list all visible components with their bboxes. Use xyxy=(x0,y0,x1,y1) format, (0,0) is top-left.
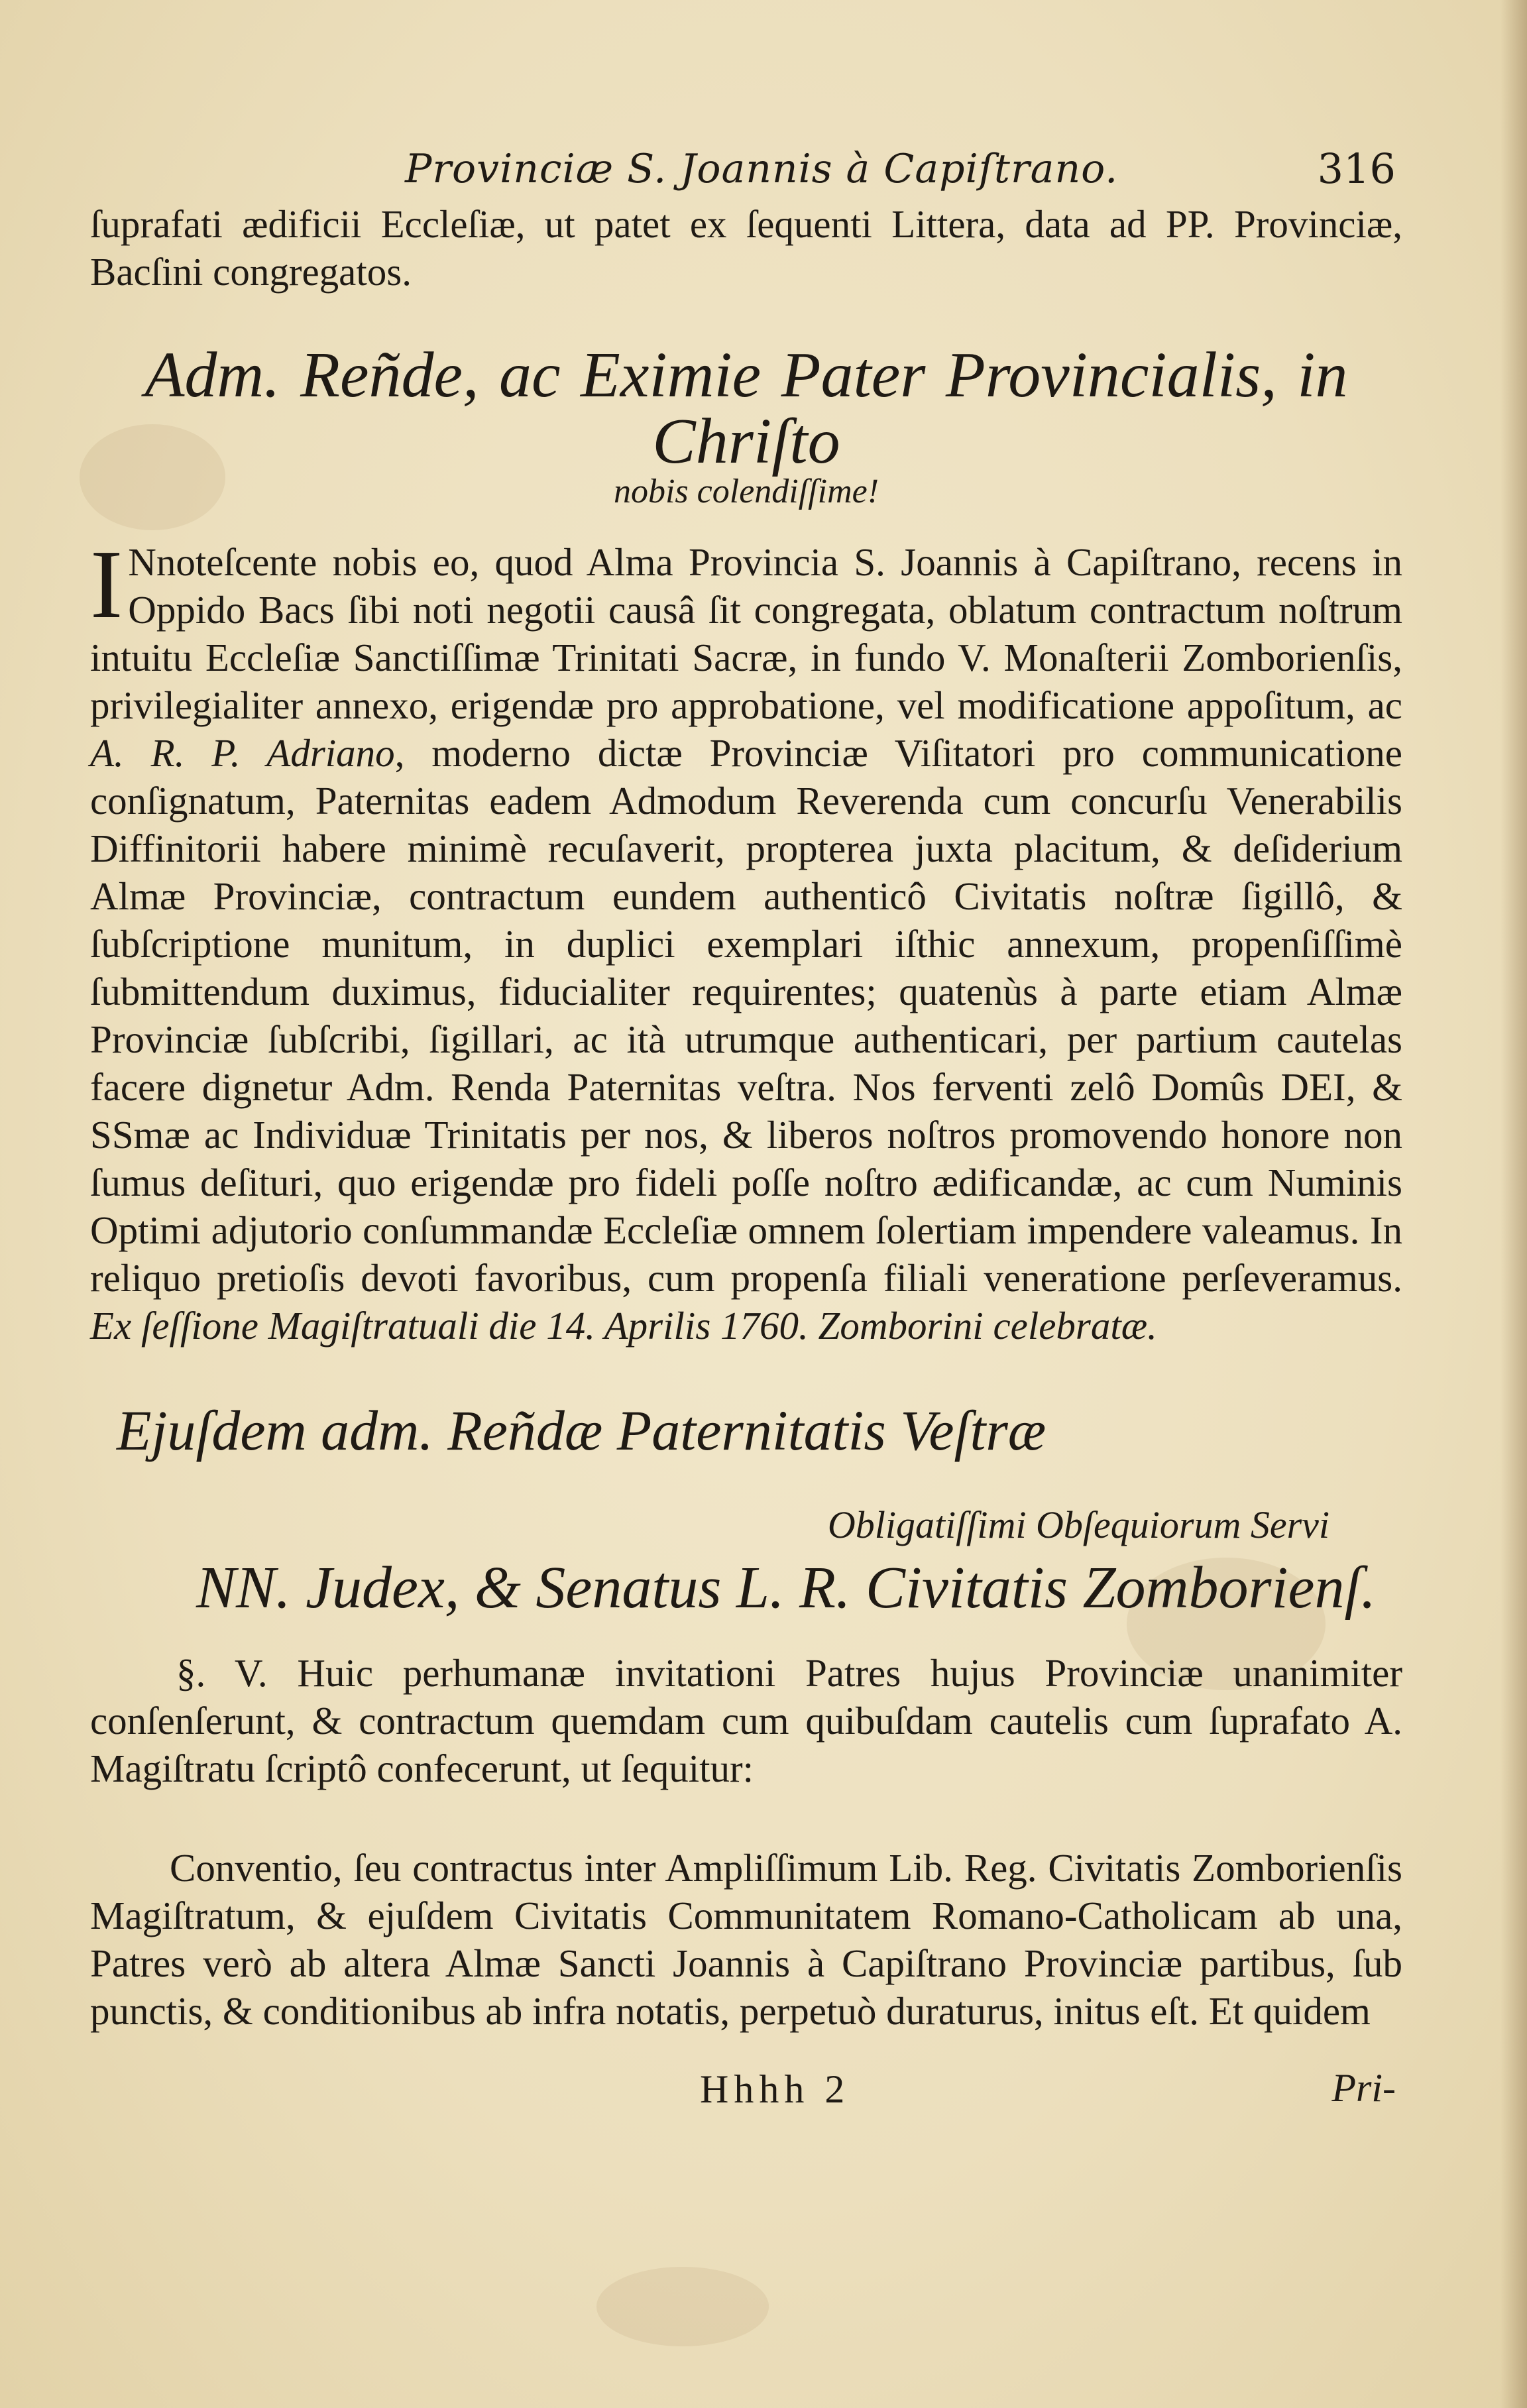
letter-salutation-sub: nobis colendiſſime! xyxy=(613,473,879,510)
letter-body-part2: , moderno dictæ Provinciæ Viſitatori pro communicatione conſignatum, Paternitas eadem Admodum Reverenda cum concurſu Venerabilis Diffinitorii habere minimè recuſaverit, propterea juxta placitum, & deſiderium Almæ Provinciæ, contractum eundem authenticô Civitatis noſtræ ſigillô, & ſubſcriptione munitum, in duplici exemplari iſthic annexum, propenſiſſimè ſubmittendum duximus, fiducialiter requirentes; quatenùs à parte etiam Almæ Provinciæ ſubſcribi, ſigillari, ac ità utrumque authenticari, per partium cautelas facere dignetur Adm. Renda Paternitas veſtra. Nos ferventi zelô Domûs DEI, & SSmæ ac Individuæ Trinitatis per nos, & liberos noſtros promovendo honore non ſumus deſituri, quo erigendæ pro fideli poſſe noſtro ædificandæ, ac cum Numinis Optimi adjutorio conſummandæ Eccleſiæ omnem ſolertiam impendere valeamus. In reliquo pretioſis devoti favoribus, cum propenſa filiali veneratione perſeveramus. xyxy=(90,731,1402,1300)
section-v-paragraph: §. V. Huic perhumanæ invitationi Patres hujus Provinciæ unanimiter conſenſerunt, & contractum quemdam cum quibuſdam cautelis cum ſuprafato A. Magiſtratu ſcriptô confecerunt, ut ſequitur: xyxy=(90,1651,1402,1790)
signature-line-1: Obligatiſſimi Obſequiorum Servi xyxy=(827,1503,1329,1546)
page-number: 316 xyxy=(1317,144,1396,193)
paper-stain xyxy=(596,2267,769,2346)
letter-salutation: Adm. Reñde, ac Eximie Pater Provincialis, in Chriſto xyxy=(144,339,1348,477)
convention-paragraph: Conventio, ſeu contractus inter Ampliſſimum Lib. Reg. Civitatis Zomborienſis Magiſtratum, & ejuſdem Civitatis Communitatem Romano-Catholicam ab una, Patres verò ab altera Almæ Sancti Joannis à Capiſtrano Provinciæ partibus, ſub punctis, & conditionibus ab infra notatis, perpetuò duraturus, initus eſt. Et quidem xyxy=(90,1846,1402,2033)
page-content xyxy=(90,133,1402,2128)
signature-mark: Hhhh 2 xyxy=(700,2067,850,2111)
letter-closing: Ejuſdem adm. Reñdæ Paternitatis Veſtræ xyxy=(117,1399,1046,1462)
page-footer xyxy=(90,2055,1402,2128)
drop-cap: I xyxy=(90,530,123,639)
running-head xyxy=(90,133,1402,205)
letter-name-adriano: A. R. P. Adriano xyxy=(90,731,395,775)
signature-line-2: NN. Judex, & Senatus L. R. Civitatis Zomborienſ. xyxy=(196,1555,1376,1621)
letter-dateline: Ex ſeſſione Magiſtratuali die 14. Aprilis 1760. Zomborini celebratæ. xyxy=(90,1304,1157,1347)
running-title: Provinciæ S. Joannis à Capiſtrano. xyxy=(405,146,1119,192)
letter-body-part1: Nnoteſcente nobis eo, quod Alma Provincia S. Joannis à Capiſtrano, recens in Oppido Bacs ſibi noti negotii causâ ſit congregata, oblatum contractum noſtrum intuitu Eccleſiæ Sanctiſſimæ Trinitati Sacræ, in fundo V. Monaſterii Zomborienſis, privilegialiter annexo, erigendæ pro approbatione, vel modificatione appoſitum, ac xyxy=(90,540,1402,727)
letter-body xyxy=(90,530,1402,1349)
page-edge-shadow xyxy=(1500,0,1527,2408)
catchword: Pri- xyxy=(1331,2066,1396,2110)
intro-paragraph: ſuprafati ædificii Eccleſiæ, ut patet ex ſequenti Littera, data ad PP. Provinciæ, Bacſini congregatos. xyxy=(90,202,1402,294)
